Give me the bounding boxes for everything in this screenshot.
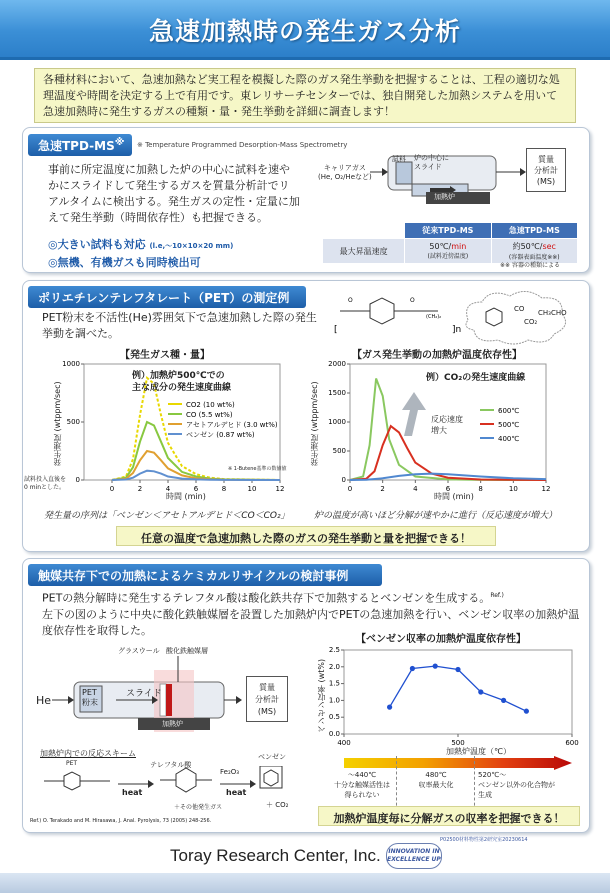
temp-gradient-shape [344,756,572,770]
x-tick-label: 2 [380,485,385,493]
chart1-annotation [132,370,231,394]
data-point [524,709,529,714]
slide-text: スライド [414,163,442,171]
chart2-xlabel: 時間 (min) [434,492,474,501]
tpd-feature-1 [48,236,233,252]
zone-3 [478,770,578,800]
catalyst-to-ms-arrow-icon [236,696,242,704]
tpd-feature-1-note: (l.e,～10×10×20 mm) [149,242,234,250]
scheme-tpa: テレフタル酸 [150,761,192,769]
x-tick-label: 4 [165,485,171,493]
y-tick-label: 1.0 [328,696,340,705]
y-tick-label: 0.5 [328,713,340,722]
cloud-ch3cho: CH₃CHO [538,309,567,317]
plot-area [344,650,572,734]
x-tick-label: 12 [541,485,551,493]
rapid-unit: sec [542,242,556,251]
zone-1-temp: ～440℃ [347,771,377,779]
table-header-empty [323,223,405,239]
scheme-heat-2: heat [226,788,247,797]
pet-o-left: O [348,297,353,304]
scheme-pet-ring [64,772,80,790]
y-tick-label: 1000 [62,360,80,368]
data-point [387,705,392,710]
innovation-logo: INNOVATION IN EXCELLENCE UP [386,843,442,869]
company-name: Toray Research Center, Inc. [170,846,381,865]
tpd-heading-text: 急速TPD-MS [38,139,115,153]
x-tick-label: 6 [445,485,451,493]
intro-box [34,68,576,123]
data-point [455,667,460,672]
legend-label: アセトアルデヒド (3.0 wt%) [186,421,278,429]
pet-ch2-group: (CH₂)₂ [426,314,442,320]
catalyst-heading: 触媒共存下での加熱によるケミカルリサイクルの検討事例 [28,564,382,586]
zone-2-temp: 480℃ [425,771,447,779]
zone-3-temp: 520℃～ [478,771,507,779]
chart2-annotation: 例）CO₂の発生速度曲線 [426,373,526,383]
zone-2-text: 収率最大化 [418,781,454,789]
x-tick-label: 12 [275,485,285,493]
intro-text: 各種材料において、急速加熱など実工程を模擬した際のガス発生挙動を把握することは、工程の適切な処理温度や時間を決定する上で有用です。東レリサーチセンターでは、独自開発した加熱システムを用いて急速加熱時に発生するガスの種類・量・発生挙動を詳細に調査します！ [43,73,560,118]
chart2-title: 【ガス発生挙動の加熱炉温度依存性】 [352,350,522,361]
y-tick-label: 2.0 [328,662,340,671]
x-tick-label: 6 [193,485,199,493]
y-tick-label: 500 [66,418,80,426]
y-tick-label: 2000 [328,360,346,368]
zone-3-text: ベンゼン以外の化合物が 生成 [478,781,555,799]
chart3-xlabel: 加熱炉温度（℃） [446,747,511,756]
glass-wool-label: グラスウール [118,647,160,655]
chart1-inject-note: 試料投入直後を 0 minとした。 [24,476,67,491]
scheme-co2: ＋ CO₂ [266,801,289,809]
pet-bracket-left: [ [334,325,338,335]
catalyst-slide-label: スライド [126,689,162,699]
catalyst-ref-mark: Ref.) [490,592,504,599]
conventional-value: 50℃/ [429,242,452,251]
scheme-benzene-ring [264,770,278,786]
pet-structure-svg [330,290,580,346]
chart3-title: 【ベンゼン収率の加熱炉温度依存性】 [356,634,526,645]
chart2-caption: 炉の温度が高いほど分解が速やかに進行（反応速度が増大） [314,511,558,521]
catalyst-block [166,684,172,716]
catalyst-conclusion: 加熱炉温度毎に分解ガスの収率を把握できる！ [318,806,580,826]
scheme-pet: PET [66,760,78,767]
scheme-arrow-1-head [148,780,154,788]
temp-gradient-arrow [344,756,572,770]
scheme-fe: Fe₂O₃ [220,768,240,776]
x-tick-label: 4 [413,485,418,493]
gas-cloud [466,291,566,344]
table-header-rapid: 急速TPD-MS [491,223,577,239]
chart1-annotation-line1: 例）加熱炉500℃での [132,371,225,381]
legend-label: CO2 (10 wt%) [186,401,235,409]
catalyst-desc1: PETの熱分解時に発生するテレフタル酸は酸化鉄共存下で加熱するとベンゼンを生成する。 [42,591,491,605]
tpd-feature-2: ◎無機、有機ガスも同時検出可 [48,256,201,269]
carrier-gas-label [318,164,372,182]
y-tick-label: 0.0 [328,730,340,738]
data-point [410,666,415,671]
scheme-title: 加熱炉内での反応スキーム [40,749,136,758]
ms-box: 質量 分析計 (MS) [526,148,566,192]
scheme-other: ＋その他発生ガス [174,804,223,811]
carrier-gas-sub: (He, O₂/Heなど) [318,173,372,181]
legend-label: 600℃ [498,407,520,415]
zone-2 [400,770,472,790]
pet-bracket-right: ]n [452,325,462,335]
pet-conclusion: 任意の温度で急速加熱した際のガスの発生挙動と量を把握できる！ [116,526,496,546]
scheme-benzene-box [260,766,282,788]
chart2-arrow-label: 反応速度 増大 [431,415,463,435]
table-cell-conventional [405,239,491,264]
catalyst-desc2: 左下の図のように中央に酸化鉄触媒層を設置した加熱炉内でPETの急速加熱を行い、ベンゼン収率の加熱炉温度依存性を取得した。 [42,607,580,637]
carrier-gas-text: キャリアガス [323,164,366,172]
furnace-center-text: 炉の中心に [414,154,449,162]
pet-o-right: O [410,297,415,304]
chart1-title: 【発生ガス種・量】 [120,350,210,361]
x-tick-label: 8 [478,485,483,493]
data-point [433,664,438,669]
legend-label: CO (5.5 wt%) [186,411,233,419]
x-tick-label: 500 [451,739,465,747]
conventional-note: (試料近傍温度) [427,253,469,260]
scheme-benzene: ベンゼン [258,753,286,761]
legend-label: ベンゼン (0.87 wt%) [186,431,255,439]
x-tick-label: 10 [508,485,518,493]
y-tick-label: 2.5 [328,646,340,654]
data-point [478,689,483,694]
footer-code: P02500材料物性第2研究室20230614 [440,837,528,843]
x-tick-label: 0 [109,485,115,493]
tpd-description: 事前に所定温度に加熱した炉の中心に試料を速やかにスライドして発生するガスを質量分析計でリアルタイムに検出する。発生ガスの定性・定量に加えて発生挙動（時間依存性）も把握できる。 [48,163,300,224]
page-title: 急速加熱時の発生ガス分析 [148,17,461,46]
zone-1-text: 十分な触媒活性は 得られない [334,781,390,799]
x-tick-label: 10 [247,485,257,493]
pet-powder-label: PET 粉末 [82,688,98,707]
chart3-ylabel: ベンゼン収率 (wt%) [317,658,326,734]
sample-block [396,162,412,184]
tpd-note: ※ Temperature Programmed Desorption-Mass Spectrometry [137,141,348,149]
furnace-label: 加熱炉 [434,193,455,201]
rapid-note: (容器表面温度※※) [508,254,560,261]
y-tick-label: 1.5 [328,679,340,688]
table-footnote: ※※ 容器の種類による [500,262,560,269]
sample-label: 試料 [392,155,406,163]
rapid-value: 約50℃/ [512,242,543,251]
zone-1 [330,770,394,800]
chart1-ylabel: 発生速度 (wtppm/sec) [53,381,62,467]
tpd-comparison-table [322,222,578,264]
x-tick-label: 400 [337,739,351,747]
chart1-caption: 発生量の序列は「ベンゼン＜アセトアルデヒド＜CO＜CO₂」 [44,511,290,521]
pet-heading: ポリエチレンテレフタレート（PET）の測定例 [28,286,306,308]
legend-label: 400℃ [498,435,520,443]
legend-label: 500℃ [498,421,520,429]
tpd-heading [28,134,132,156]
tpd-heading-sup: ※ [114,137,125,148]
y-tick-label: 1000 [328,418,346,426]
scheme-tpa-ring [176,768,196,792]
catalyst-layer-label: 酸化鉄触媒層 [166,647,208,655]
x-tick-label: 2 [137,485,143,493]
he-arrow-icon [68,696,74,704]
data-point [501,698,506,703]
x-tick-label: 8 [221,485,227,493]
table-row-label: 最大昇温速度 [323,239,405,264]
cloud-co: CO [514,305,525,313]
tpd-feature-1-text: ◎大きい試料も対応 [48,238,146,251]
chart2-ylabel: 発生速度 (wtppm/sec) [310,381,319,467]
chart3-svg [312,646,584,750]
scheme-arrow-2-head [250,780,256,788]
carrier-arrow-icon [382,168,388,176]
y-tick-label: 0 [341,476,346,484]
x-tick-label: 600 [565,739,579,747]
reference: Ref.) O. Terakado and M. Hirasawa, J. Anal. Pyrolysis, 73 (2005) 248-256. [30,818,212,824]
furnace-center-label [414,154,449,172]
conventional-unit: min [451,242,467,251]
x-tick-label: 0 [347,485,353,493]
footer-stripe [0,873,610,893]
he-label: He [36,694,52,707]
catalyst-ms-box: 質量 分析計 (MS) [246,676,288,722]
table-header-row [323,223,578,239]
cloud-co2: CO₂ [524,318,538,326]
y-tick-label: 0 [75,476,80,484]
chart1-footnote: ※ 1-Butene基準の数値値 [228,466,287,472]
pet-description: PET粉末を不活性(He)雰囲気下で急速加熱した際の発生挙動を調べた。 [42,311,317,340]
catalyst-furnace-label: 加熱炉 [162,720,183,728]
y-tick-label: 1500 [328,389,346,397]
table-header-conventional: 従来TPD-MS [405,223,491,239]
y-tick-label: 500 [332,447,346,455]
chart1-annotation-line2: 主な成分の発生速度曲線 [132,383,232,393]
chart1-xlabel: 時間 (min) [166,492,206,501]
pet-benzene-ring [370,298,394,324]
scheme-heat-1: heat [122,788,143,797]
